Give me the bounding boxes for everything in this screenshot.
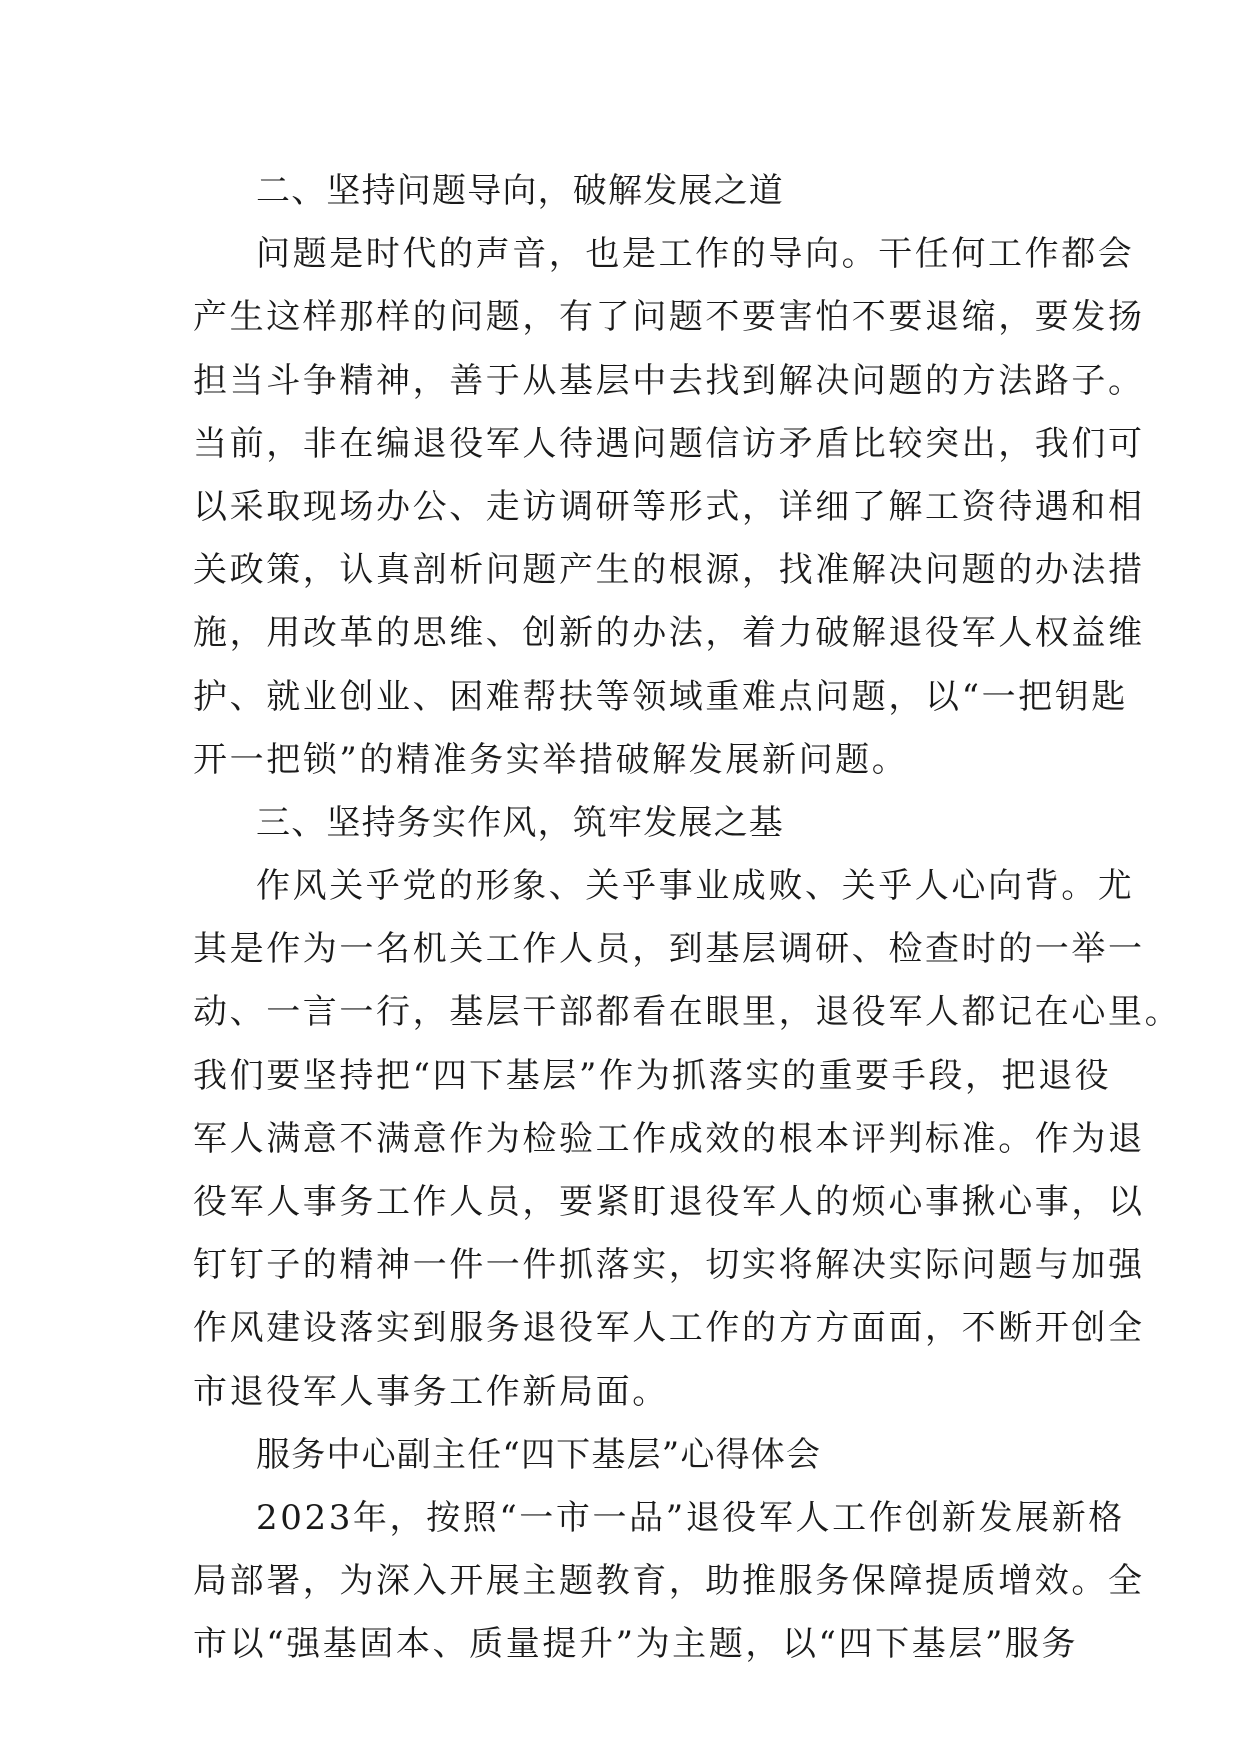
paragraph-line: 作风关乎党的形象、关乎事业成败、关乎人心向背。尤	[256, 866, 1135, 907]
section-heading-line: 服务中心副主任“四下基层”心得体会	[256, 1434, 822, 1475]
section-heading-line: 二、坚持问题导向，破解发展之道	[256, 171, 784, 211]
paragraph-line: 开一把锁”的精准务实举措破解发展新问题。	[193, 739, 909, 780]
document-body	[193, 160, 1182, 1677]
paragraph-line: 产生这样那样的问题，有了问题不要害怕不要退缩，要发扬	[193, 297, 1145, 338]
paragraph-line: 2023年，按照“一市一品”退役军人工作创新发展新格	[256, 1497, 1125, 1538]
paragraph-line: 以采取现场办公、走访调研等形式，详细了解工资待遇和相	[193, 486, 1145, 527]
paragraph-line: 关政策，认真剖析问题产生的根源，找准解决问题的办法措	[193, 550, 1145, 591]
paragraph-line: 担当斗争精神，善于从基层中去找到解决问题的方法路子。	[193, 360, 1145, 401]
paragraph-line: 施，用改革的思维、创新的办法，着力破解退役军人权益维	[193, 613, 1145, 654]
paragraph-line: 护、就业创业、困难帮扶等领域重难点问题，以“一把钥匙	[193, 676, 1128, 717]
paragraph-line: 动、一言一行，基层干部都看在眼里，退役军人都记在心里。	[193, 992, 1182, 1033]
section-heading-line: 三、坚持务实作风，筑牢发展之基	[256, 802, 784, 843]
paragraph-line: 作风建设落实到服务退役军人工作的方方面面，不断开创全	[193, 1308, 1145, 1349]
paragraph-line: 役军人事务工作人员，要紧盯退役军人的烦心事揪心事，以	[193, 1182, 1145, 1222]
paragraph-line: 市以“强基固本、质量提升”为主题，以“四下基层”服务	[193, 1624, 1079, 1665]
paragraph-line: 我们要坚持把“四下基层”作为抓落实的重要手段，把退役	[193, 1055, 1112, 1096]
paragraph-line: 钉钉子的精神一件一件抓落实，切实将解决实际问题与加强	[193, 1245, 1145, 1286]
paragraph-line: 局部署，为深入开展主题教育，助推服务保障提质增效。全	[193, 1561, 1145, 1602]
paragraph-line: 当前，非在编退役军人待遇问题信访矛盾比较突出，我们可	[193, 423, 1145, 464]
paragraph-line: 问题是时代的声音，也是工作的导向。干任何工作都会	[256, 234, 1135, 275]
paragraph-line: 市退役军人事务工作新局面。	[193, 1371, 669, 1412]
paragraph-line: 军人满意不满意作为检验工作成效的根本评判标准。作为退	[193, 1118, 1145, 1159]
paragraph-line: 其是作为一名机关工作人员，到基层调研、检查时的一举一	[193, 929, 1145, 970]
